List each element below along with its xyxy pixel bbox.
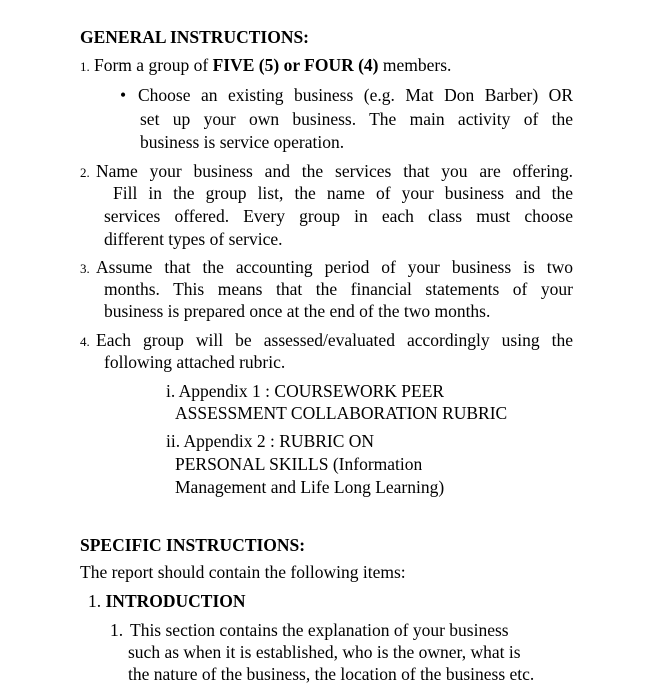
item-2-line-2: Fill in the group list, the name of your business and the (113, 183, 573, 203)
bullet-icon: • (120, 85, 127, 105)
section-1-sub-line-1: This section contains the explanation of your business (130, 620, 509, 640)
item-1-text (94, 54, 451, 77)
item-4-line-1: Each group will be assessed/evaluated accordingly using the (96, 330, 573, 350)
item-1-text-after: members. (378, 55, 452, 75)
appendix-2-line-1: ii. Appendix 2 : RUBRIC ON (166, 431, 375, 451)
section-1-sub-line-2: such as when it is established, who is the owner, what is (128, 642, 521, 662)
specific-intro: The report should contain the following items: (80, 562, 406, 582)
section-1-title: INTRODUCTION (105, 591, 246, 611)
item-1-text-before: Form a group of (94, 55, 213, 75)
section-1-sub-number: 1. (110, 620, 124, 640)
appendix-2-line-2: PERSONAL SKILLS (Information (175, 454, 423, 474)
specific-instructions-heading: SPECIFIC INSTRUCTIONS: (80, 535, 306, 555)
item-2-line-3: services offered. Every group in each class must choose (104, 206, 573, 226)
item-4-number: 4. (80, 334, 90, 349)
item-4-line-2: following attached rubric. (104, 352, 286, 372)
general-instructions-heading: GENERAL INSTRUCTIONS: (80, 27, 310, 47)
appendix-1-line-1: i. Appendix 1 : COURSEWORK PEER (166, 381, 445, 401)
item-1-bullet-line-3: business is service operation. (140, 132, 345, 152)
appendix-2-line-3: Management and Life Long Learning) (175, 477, 445, 497)
appendix-1-line-2: ASSESSMENT COLLABORATION RUBRIC (175, 403, 508, 423)
item-2-line-4: different types of service. (104, 229, 283, 249)
item-3-number: 3. (80, 261, 90, 276)
item-1-bullet-line-1: Choose an existing business (e.g. Mat Don Barber) OR (138, 85, 573, 105)
item-2-line-1: Name your business and the services that you are offering. (96, 161, 573, 181)
item-1-number: 1. (80, 59, 90, 74)
item-1-bold: FIVE (5) or FOUR (4) (212, 55, 379, 75)
section-1-sub-line-3: the nature of the business, the location of the business etc. (128, 664, 535, 684)
item-3-line-2: months. This means that the financial statements of your (104, 279, 573, 299)
item-3-line-3: business is prepared once at the end of the two months. (104, 301, 491, 321)
section-1-heading (88, 590, 246, 613)
item-2-number: 2. (80, 165, 90, 180)
section-1-number: 1. (88, 591, 102, 611)
item-1-bullet-line-2: set up your own business. The main activity of the (140, 109, 573, 129)
item-3-line-1: Assume that the accounting period of your business is two (96, 257, 573, 277)
